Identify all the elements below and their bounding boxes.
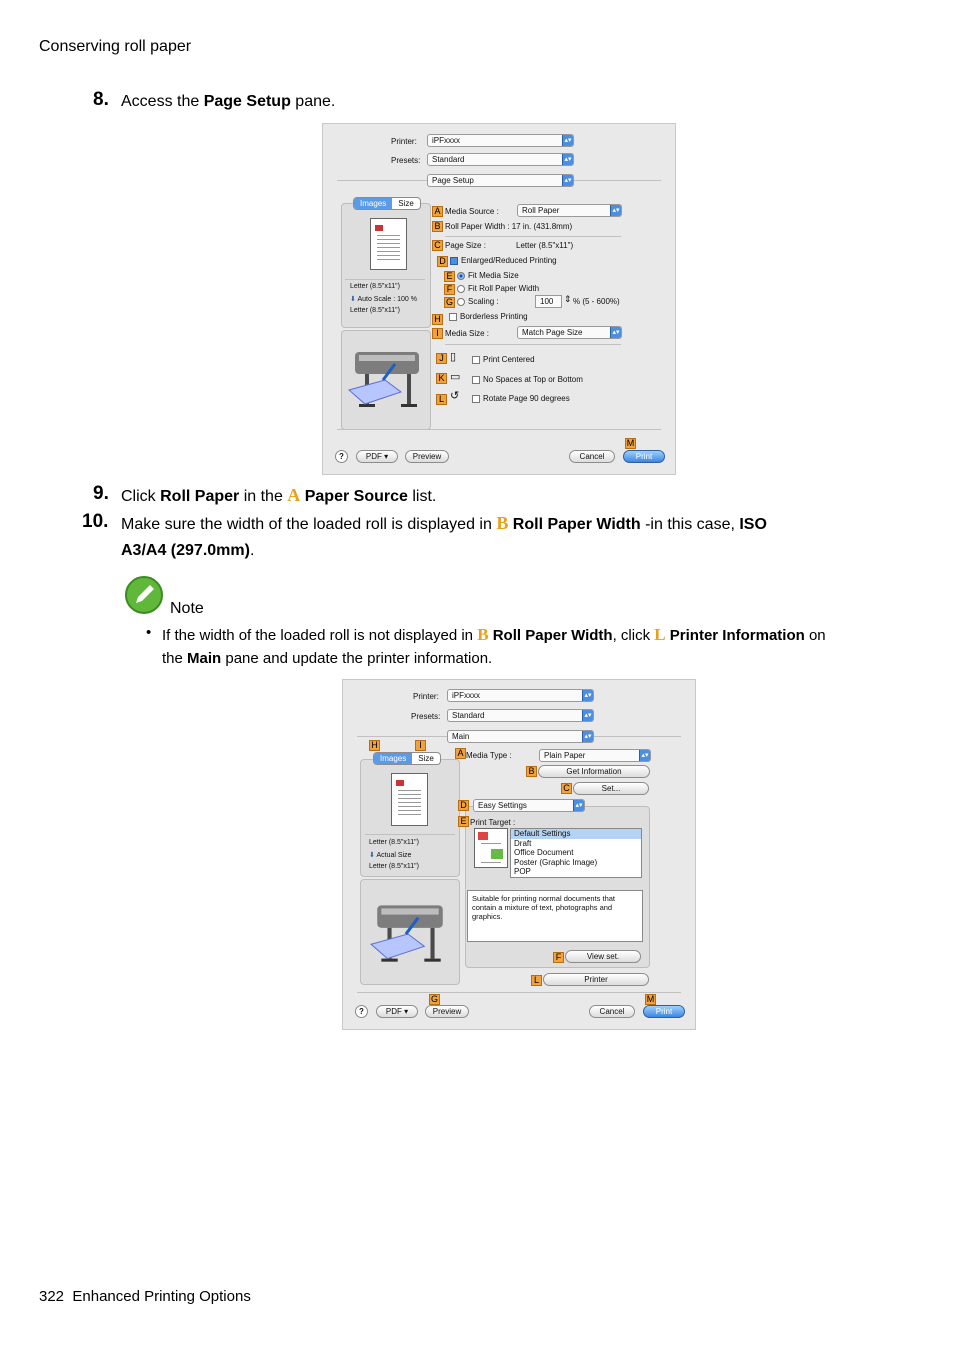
badge-c: C [432,240,443,251]
divider [337,429,661,430]
info-page-size: Letter (8.5"x11") [369,839,419,846]
no-spaces-icon: ▭ [450,371,461,383]
rotate-icon: ↺ [450,390,460,402]
printer-illustration-icon [367,898,453,968]
easy-settings-popup[interactable]: Easy Settings ▴▾ [473,799,585,812]
badge-k: K [436,373,447,384]
badge-i: I [415,740,426,751]
fit-roll-radio[interactable]: Fit Roll Paper Width [457,284,539,293]
pane-popup[interactable]: Main ▴▾ [447,730,594,743]
page-size-label: Page Size : [445,241,486,250]
page-header: Conserving roll paper [39,38,192,55]
badge-m: M [626,438,635,448]
printer-popup[interactable]: iPFxxxx ▴▾ [447,689,594,702]
badge-a: A [432,206,443,217]
list-item[interactable]: Draft [514,838,532,848]
list-item[interactable]: Office Document [514,848,574,858]
step-number: 8. [93,89,109,110]
page-size-value: Letter (8.5"x11") [516,241,574,250]
set-button[interactable]: Set... [573,782,649,795]
preview-button[interactable]: Preview [405,450,449,463]
badge-h: H [432,314,443,325]
media-size-popup[interactable]: Match Page Size ▴▾ [517,326,622,339]
list-item[interactable]: POP [514,867,531,877]
media-type-popup[interactable]: Plain Paper ▴▾ [539,749,651,762]
get-information-button[interactable]: Get Information [538,765,650,778]
main-dialog [342,679,696,1030]
badge-d: D [458,800,469,811]
printer-illustration-icon [345,346,429,412]
divider [445,344,621,345]
badge-f: F [553,952,564,963]
borderless-checkbox[interactable]: Borderless Printing [449,312,528,321]
badge-m: M [646,994,655,1004]
tab-images[interactable]: Images [354,198,392,209]
print-centered-icon: ▯ [450,351,457,363]
print-button[interactable]: Print [623,450,665,463]
info-page-size: Letter (8.5"x11") [350,283,400,290]
info-scale: ⬇ Auto Scale : 100 % [350,296,417,303]
no-spaces-checkbox[interactable]: No Spaces at Top or Bottom [472,375,583,384]
badge-c: C [561,783,572,794]
note-text: If the width of the loaded roll is not displayed in B Roll Paper Width, click L Printer Information on the Main pane and update the printer information. [162,625,826,667]
media-source-label: Media Source : [445,207,499,216]
scaling-stepper[interactable]: ⇕ [564,294,572,304]
rotate-checkbox[interactable]: Rotate Page 90 degrees [472,394,570,403]
cancel-button[interactable]: Cancel [569,450,615,463]
list-item[interactable]: Poster (Graphic Image) [514,857,598,867]
badge-g: G [430,994,438,1004]
step-number: 10. [82,511,109,532]
down-arrow-icon: ⬇ [369,852,375,859]
list-item[interactable]: Default Settings [511,829,641,839]
badge-l: L [436,394,447,405]
media-source-popup[interactable]: Roll Paper ▴▾ [517,204,622,217]
media-size-label: Media Size : [445,329,490,338]
print-centered-checkbox[interactable]: Print Centered [472,355,535,364]
fit-media-radio[interactable]: Fit Media Size [457,271,519,280]
note-icon [124,575,164,615]
media-type-label: Media Type : [466,751,512,760]
badge-a: A [455,748,466,759]
preview-tabs[interactable] [353,197,421,210]
info-output-size: Letter (8.5"x11") [350,307,400,314]
presets-popup[interactable]: Standard ▴▾ [447,709,594,722]
badge-f: F [444,284,455,295]
badge-e: E [444,271,455,282]
printer-label: Printer: [391,137,417,146]
badge-e: E [458,816,469,827]
print-button[interactable]: Print [643,1005,685,1018]
page-footer: 322 Enhanced Printing Options [39,1288,251,1305]
tab-size[interactable]: Size [418,754,434,763]
scaling-range: % (5 - 600%) [573,297,620,306]
badge-b: B [526,766,537,777]
presets-label: Presets: [391,156,421,165]
badge-l: L [531,975,542,986]
preview-button[interactable]: Preview [425,1005,469,1018]
printer-label: Printer: [413,692,439,701]
page-setup-dialog [322,123,676,475]
help-button[interactable]: ? [335,450,348,463]
tab-size[interactable]: Size [398,199,414,208]
info-output-size: Letter (8.5"x11") [369,863,419,870]
printer-popup[interactable]: iPFxxxx ▴▾ [427,134,574,147]
info-scale: ⬇ Actual Size [369,852,412,859]
pdf-button[interactable]: PDF ▾ [356,450,398,463]
cancel-button[interactable]: Cancel [589,1005,635,1018]
pdf-button[interactable]: PDF ▾ [376,1005,418,1018]
divider [445,236,621,237]
divider [345,279,425,280]
step-text: Make sure the width of the loaded roll is displayed in B Roll Paper Width -in this case, ISO [121,513,767,533]
presets-label: Presets: [411,712,441,721]
badge-h: H [369,740,380,751]
badge-b: B [432,221,443,232]
step-text-cont: A3/A4 (297.0mm). [121,542,255,559]
badge-i: I [432,328,443,339]
note-title: Note [170,600,204,617]
target-thumbnail [474,828,508,868]
badge-d: D [437,256,448,267]
scaling-radio[interactable]: Scaling : [457,297,499,306]
pane-popup[interactable]: Page Setup ▴▾ [427,174,574,187]
step-text: Access the Page Setup pane. [121,93,336,110]
preview-tabs[interactable] [373,752,441,765]
print-target-list[interactable] [510,828,642,878]
enlarged-checkbox[interactable]: Enlarged/Reduced Printing [450,256,557,265]
page-thumbnail [391,773,428,826]
badge-g: G [445,297,453,307]
print-target-label: Print Target : [470,818,516,827]
help-button[interactable]: ? [355,1005,368,1018]
bullet: • [146,624,152,641]
scaling-input[interactable]: 100 [535,295,562,308]
view-set-button[interactable]: View set. [565,950,641,963]
description-box: Suitable for printing normal documents that contain a mixture of text, photographs and graphics. [467,890,643,942]
divider [357,992,681,993]
presets-popup[interactable]: Standard ▴▾ [427,153,574,166]
tab-images[interactable]: Images [374,753,412,764]
down-arrow-icon: ⬇ [350,296,356,303]
badge-j: J [436,353,447,364]
step-text: Click Roll Paper in the A Paper Source list. [121,485,437,505]
roll-width-label: Roll Paper Width : 17 in. (431.8mm) [445,222,573,231]
divider [365,834,455,835]
page-thumbnail [370,218,407,270]
printer-button[interactable]: Printer [543,973,649,986]
step-number: 9. [93,483,109,504]
